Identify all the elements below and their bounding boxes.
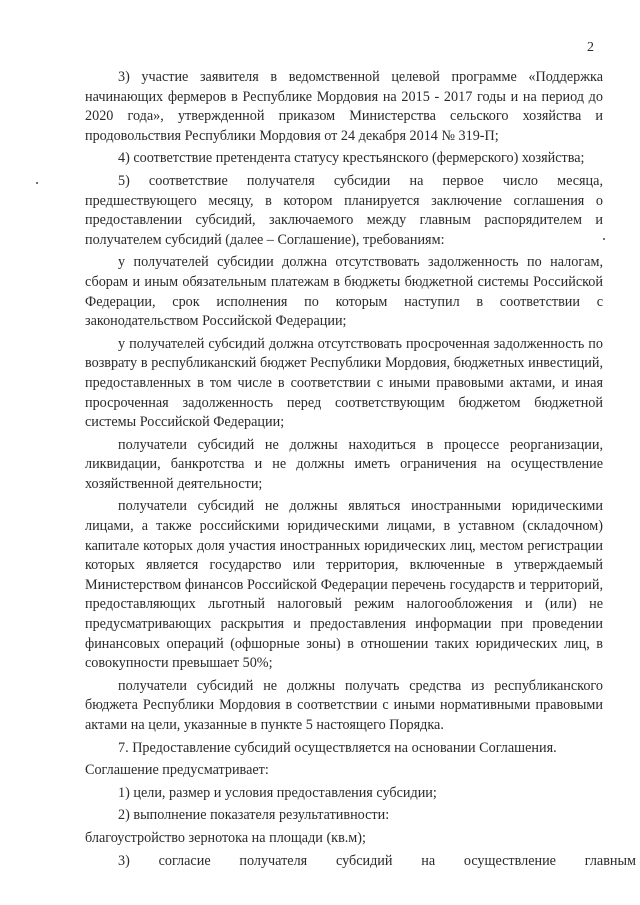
paragraph-indicator: благоустройство зернотока на площади (кв.м);	[85, 829, 366, 846]
paragraph-foreign-entities: получатели субсидий не должны являться иностранными юридическими лицами, а также российскими юридическими лицами, в уставном (складочном) капитале которых доля участия иностранных юридических лиц, местом регистрации которых является государство или территория, включенные в утверждаемый Министерством финансов Российской Федерации перечень государств и территорий, предоставляющих льготный налоговый режим налогообложения и (или) не предусматривающих раскрытия и предоставления информации при проведении финансовых операций (офшорные зоны) в отношении таких юридических лиц, в совокупности превышает 50%;	[85, 498, 603, 672]
paragraph-other-funds: получатели субсидий не должны получать средства из республиканского бюджета Республики Мордовия в соответствии с иными нормативными правовыми актами на цели, указанные в пункте 5 настоящего Порядка.	[85, 677, 603, 733]
document-body	[85, 68, 636, 874]
list-item-3-text: 3) согласие получателя субсидий на осуществление главным	[118, 852, 636, 869]
paragraph-reorganization: получатели субсидий не должны находиться в процессе реорганизации, ликвидации, банкротства и не должны иметь ограничения на осуществление хозяйственной деятельности;	[85, 436, 603, 492]
list-item-2: 2) выполнение показателя результативности:	[118, 807, 390, 824]
paragraph-agreement-provides: Соглашение предусматривает:	[85, 762, 269, 779]
paragraph-item-4: 4) соответствие претендента статусу крестьянского (фермерского) хозяйства;	[118, 150, 585, 167]
paragraph-item-5: 5) соответствие получателя субсидии на первое число месяца, предшествующего месяцу, в котором планируется заключение соглашения о предоставлении субсидий, заключаемого между главным распорядителем и получателем субсидий (далее – Соглашение), требованиям:	[85, 172, 603, 248]
scan-speck	[603, 238, 605, 240]
page-number: 2	[587, 40, 594, 55]
paragraph-overdue-debt: у получателей субсидий должна отсутствовать просроченная задолженность по возврату в республиканский бюджет Республики Мордовия, бюджетных инвестиций, предоставленных в том числе в соответствии с иными правовыми актами, и иная просроченная задолженность перед соответствующим бюджетом бюджетной системы Российской Федерации;	[85, 335, 603, 431]
list-item-3	[85, 852, 636, 872]
paragraph-tax-debt: у получателей субсидии должна отсутствовать задолженность по налогам, сборам и иным обязательным платежам в бюджеты бюджетной системы Российской Федерации, срок исполнения по которым наступил в соответствии с законодательством Российской Федерации;	[85, 254, 603, 330]
paragraph-section-7: 7. Предоставление субсидий осуществляется на основании Соглашения.	[118, 739, 557, 756]
scan-speck	[36, 182, 38, 184]
paragraph-item-3: 3) участие заявителя в ведомственной целевой программе «Поддержка начинающих фермеров в Республике Мордовия на 2015 - 2017 годы и на период до 2020 года», утвержденной приказом Министерства сельского хозяйства и продовольствия Республики Мордовия от 24 декабря 2014 № 319-П;	[85, 69, 603, 144]
list-item-1: 1) цели, размер и условия предоставления субсидии;	[118, 784, 437, 801]
